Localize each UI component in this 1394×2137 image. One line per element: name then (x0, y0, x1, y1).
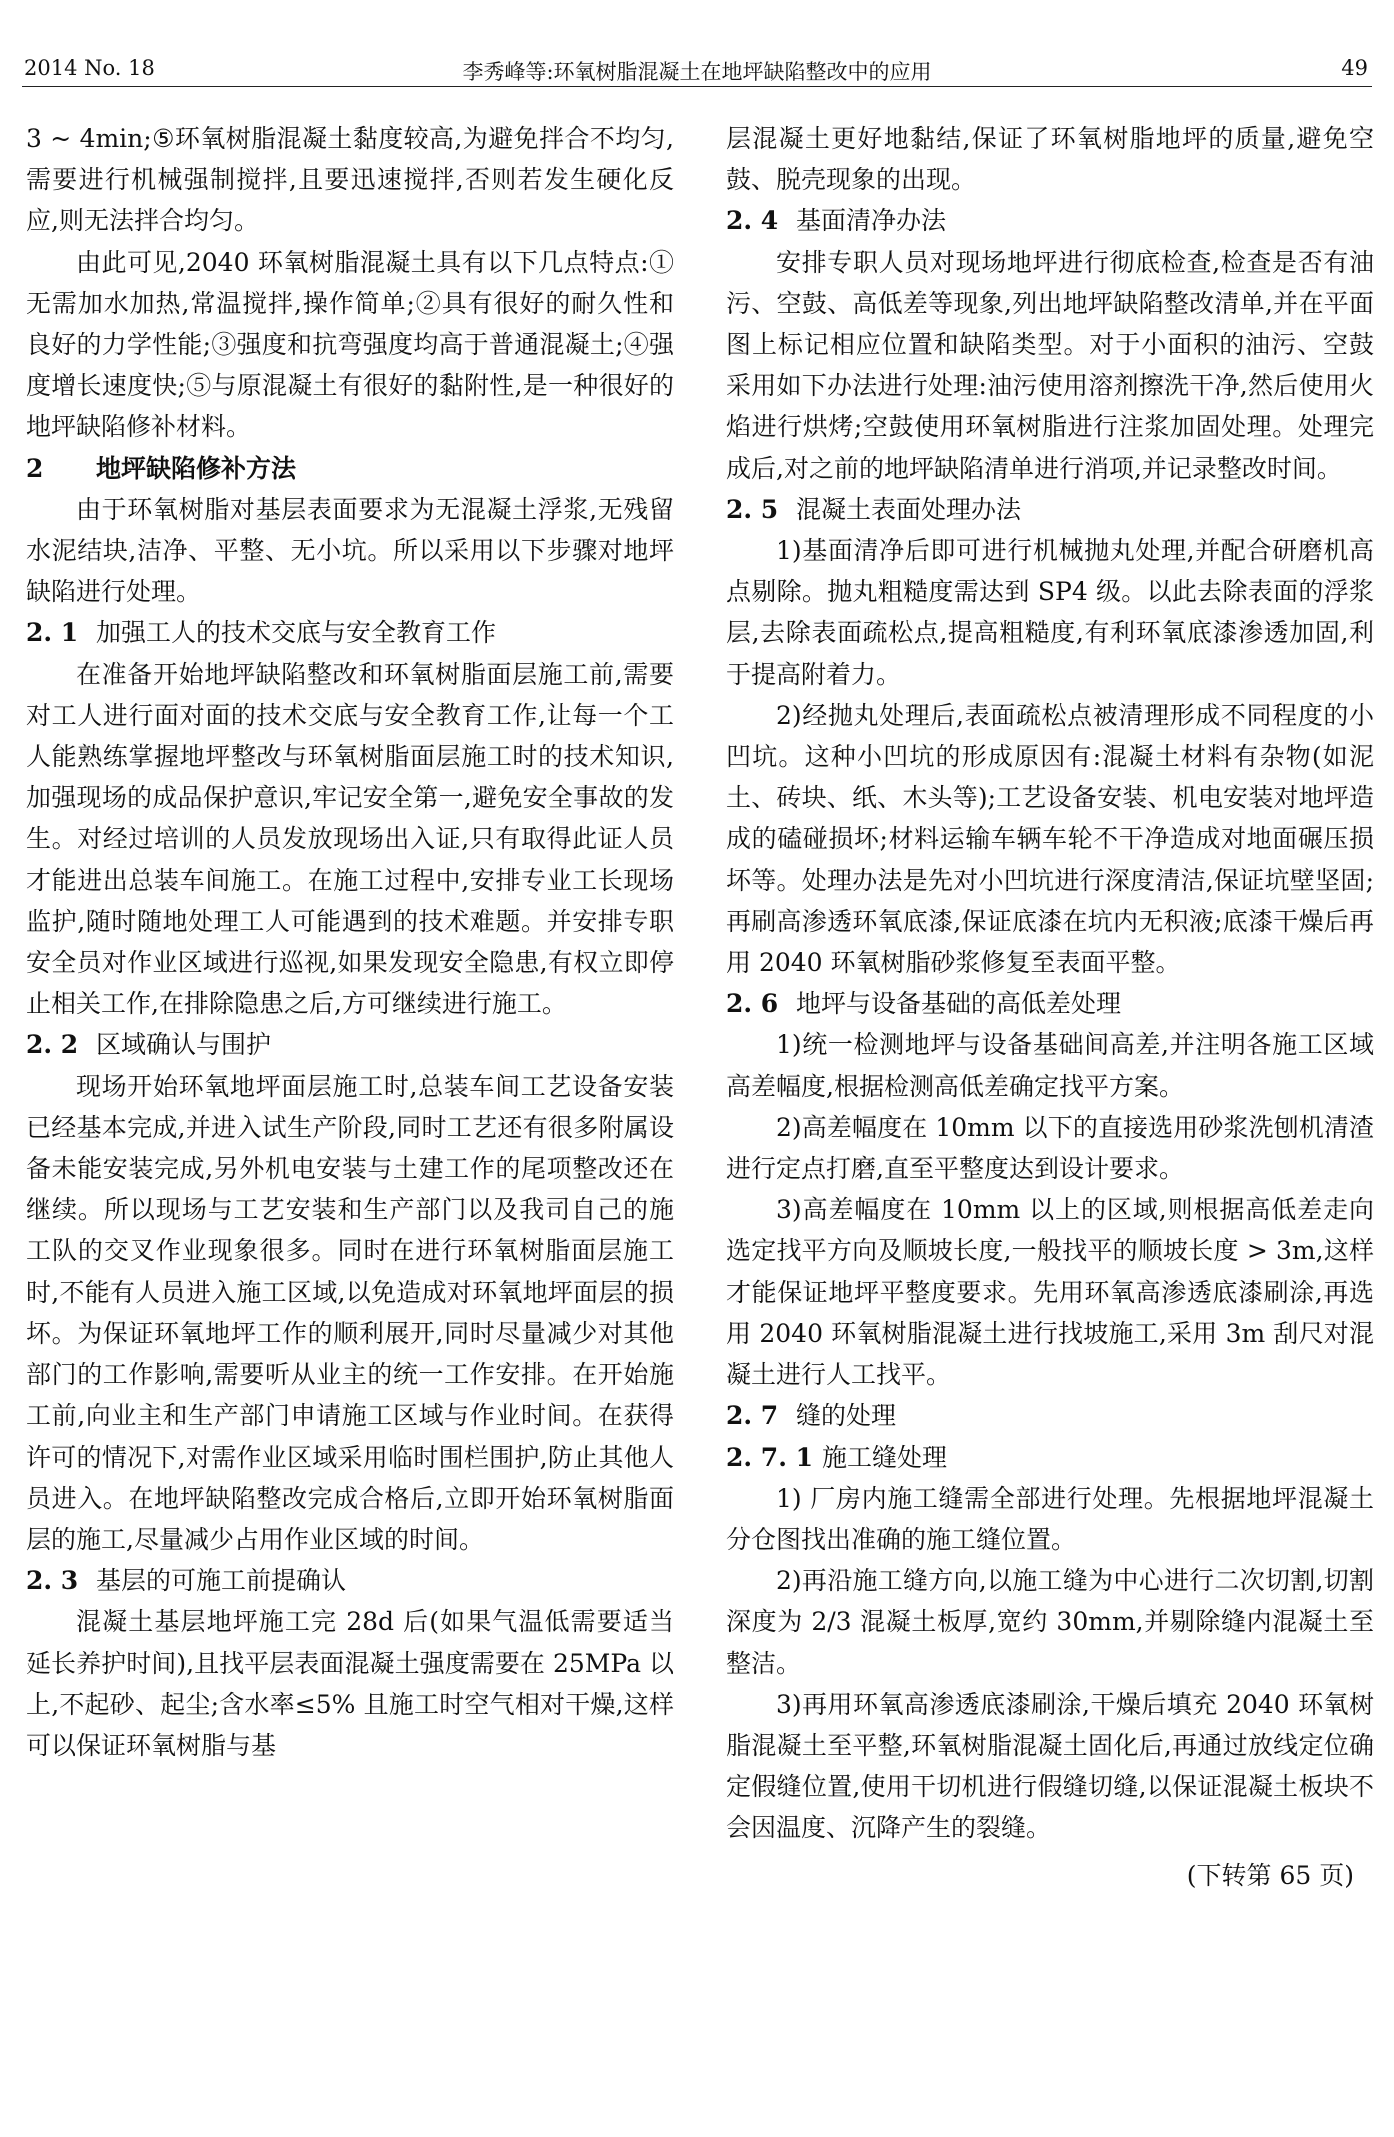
section-title: 混凝土表面处理办法 (796, 494, 1022, 524)
paragraph: 由此可见,2040 环氧树脂混凝土具有以下几点特点:①无需加水加热,常温搅拌,操作简单;②具有很好的耐久性和良好的力学性能;③强度和抗弯强度均高于普通混凝土;④强度增长速度快;⑤与原混凝土有很好的黏附性,是一种很好的地坪缺陷修补材料。 (26, 247, 674, 442)
paragraph: 1) 厂房内施工缝需全部进行处理。先根据地坪混凝土分仓图找出准确的施工缝位置。 (726, 1483, 1374, 1554)
section-number: 2. 3 (26, 1566, 79, 1596)
section-heading (26, 448, 674, 489)
subsection-heading (726, 200, 1374, 241)
section-number: 2 (26, 453, 44, 483)
paragraph: 2)经抛丸处理后,表面疏松点被清理形成不同程度的小凹坑。这种小凹坑的形成原因有:混凝土材料有杂物(如泥土、砖块、纸、木头等);工艺设备安装、机电安装对地坪造成的磕碰损坏;材料运输车辆车轮不干净造成对地面碾压损坏等。处理办法是先对小凹坑进行深度清洁,保证坑壁坚固;再刷高渗透环氧底漆,保证底漆在坑内无积液;底漆干燥后再用 2040 环氧树脂砂浆修复至表面平整。 (726, 700, 1374, 978)
paragraph: 1)基面清净后即可进行机械抛丸处理,并配合研磨机高点剔除。抛丸粗糙度需达到 SP4 级。以此去除表面的浮浆层,去除表面疏松点,提高粗糙度,有利环氧底漆渗透加固,利于提高附着力。 (726, 536, 1374, 689)
section-title: 加强工人的技术交底与安全教育工作 (96, 618, 497, 648)
section-number: 2. 6 (726, 989, 779, 1019)
paragraph: 3 ~ 4min;⑤环氧树脂混凝土黏度较高,为避免拌合不均匀,需要进行机械强制搅拌,且要迅速搅拌,否则若发生硬化反应,则无法拌合均匀。 (26, 124, 674, 236)
continued-note: (下转第 65 页) (1186, 1860, 1354, 1890)
subsection-heading (26, 612, 674, 653)
subsection-heading (26, 1024, 674, 1065)
subsection-heading (26, 1560, 674, 1601)
section-number: 2. 5 (726, 494, 779, 524)
paragraph: 2)高差幅度在 10mm 以下的直接选用砂浆洗刨机清渣进行定点打磨,直至平整度达到设计要求。 (726, 1112, 1374, 1184)
subsection-heading (726, 1395, 1374, 1436)
right-column (726, 118, 1374, 1896)
section-title: 缝的处理 (796, 1401, 897, 1431)
paragraph: 3)高差幅度在 10mm 以上的区域,则根据高低差走向选定找平方向及顺坡长度,一般找平的顺坡长度 > 3m,这样才能保证地坪平整度要求。先用环氧高渗透底漆刷涂,再选用 2040 环氧树脂混凝土进行找坡施工,采用 3m 刮尺对混凝土进行人工找平。 (726, 1195, 1374, 1390)
paragraph: 由于环氧树脂对基层表面要求为无混凝土浮浆,无残留水泥结块,洁净、平整、无小坑。所以采用以下步骤对地坪缺陷进行处理。 (26, 494, 674, 607)
section-title: 基层的可施工前提确认 (96, 1566, 347, 1596)
paragraph: 安排专职人员对现场地坪进行彻底检查,检查是否有油污、空鼓、高低差等现象,列出地坪缺陷整改清单,并在平面图上标记相应位置和缺陷类型。对于小面积的油污、空鼓采用如下办法进行处理:油污使用溶剂擦洗干净,然后使用火焰进行烘烤;空鼓使用环氧树脂进行注浆加固处理。处理完成后,对之前的地坪缺陷清单进行消项,并记录整改时间。 (726, 247, 1374, 483)
section-number: 2. 2 (26, 1030, 79, 1060)
section-number: 2. 1 (26, 618, 79, 648)
journal-issue: 2014 No. 18 (24, 56, 155, 80)
left-column (26, 118, 674, 1766)
section-number: 2. 7. 1 (726, 1442, 813, 1472)
paragraph: 在准备开始地坪缺陷整改和环氧树脂面层施工前,需要对工人进行面对面的技术交底与安全教育工作,让每一个工人能熟练掌握地坪整改与环氧树脂面层施工时的技术知识,加强现场的成品保护意识,牢记安全第一,避免安全事故的发生。对经过培训的人员发放现场出入证,只有取得此证人员才能进出总装车间施工。在施工过程中,安排专业工长现场监护,随时随地处理工人可能遇到的技术难题。并安排专职安全员对作业区域进行巡视,如果发现安全隐患,有权立即停止相关工作,在排除隐患之后,方可继续进行施工。 (26, 659, 674, 1019)
section-number: 2. 7 (726, 1401, 779, 1431)
section-title: 地坪缺陷修补方法 (96, 453, 297, 483)
running-title: 李秀峰等:环氧树脂混凝土在地坪缺陷整改中的应用 (462, 60, 932, 84)
subsubsection-heading (726, 1437, 1374, 1478)
section-title: 地坪与设备基础的高低差处理 (796, 989, 1122, 1019)
subsection-heading (726, 489, 1374, 530)
paragraph: 现场开始环氧地坪面层施工时,总装车间工艺设备安装已经基本完成,并进入试生产阶段,同时工艺还有很多附属设备未能安装完成,另外机电安装与土建工作的尾项整改还在继续。所以现场与工艺安装和生产部门以及我司自己的施工队的交叉作业现象很多。同时在进行环氧树脂面层施工时,不能有人员进入施工区域,以免造成对环氧地坪面层的损坏。为保证环氧地坪工作的顺利展开,同时尽量减少对其他部门的工作影响,需要听从业主的统一工作安排。在开始施工前,向业主和生产部门申请施工区域与作业时间。在获得许可的情况下,对需作业区域采用临时围栏围护,防止其他人员进入。在地坪缺陷整改完成合格后,立即开始环氧树脂面层的施工,尽量减少占用作业区域的时间。 (26, 1071, 674, 1554)
paragraph: 1)统一检测地坪与设备基础间高差,并注明各施工区域高差幅度,根据检测高低差确定找平方案。 (726, 1030, 1374, 1101)
subsection-heading (726, 983, 1374, 1024)
paragraph: 3)再用环氧高渗透底漆刷涂,干燥后填充 2040 环氧树脂混凝土至平整,环氧树脂混凝土固化后,再通过放线定位确定假缝位置,使用干切机进行假缝切缝,以保证混凝土板块不会因温度、沉降产生的裂缝。 (726, 1689, 1374, 1843)
paragraph: 2)再沿施工缝方向,以施工缝为中心进行二次切割,切割深度为 2/3 混凝土板厚,宽约 30mm,并剔除缝内混凝土至整洁。 (726, 1566, 1374, 1678)
section-number: 2. 4 (726, 206, 779, 236)
section-title: 施工缝处理 (822, 1442, 948, 1472)
page-number: 49 (1341, 56, 1368, 80)
section-title: 基面清净办法 (796, 206, 947, 236)
running-header (22, 50, 1372, 87)
paragraph: 混凝土基层地坪施工完 28d 后(如果气温低需要适当延长养护时间),且找平层表面混凝土强度需要在 25MPa 以上,不起砂、起尘;含水率≤5% 且施工时空气相对干燥,这样可以保证环氧树脂与基 (26, 1607, 674, 1760)
section-title: 区域确认与围护 (96, 1030, 272, 1060)
paragraph: 层混凝土更好地黏结,保证了环氧树脂地坪的质量,避免空鼓、脱壳现象的出现。 (726, 124, 1374, 195)
